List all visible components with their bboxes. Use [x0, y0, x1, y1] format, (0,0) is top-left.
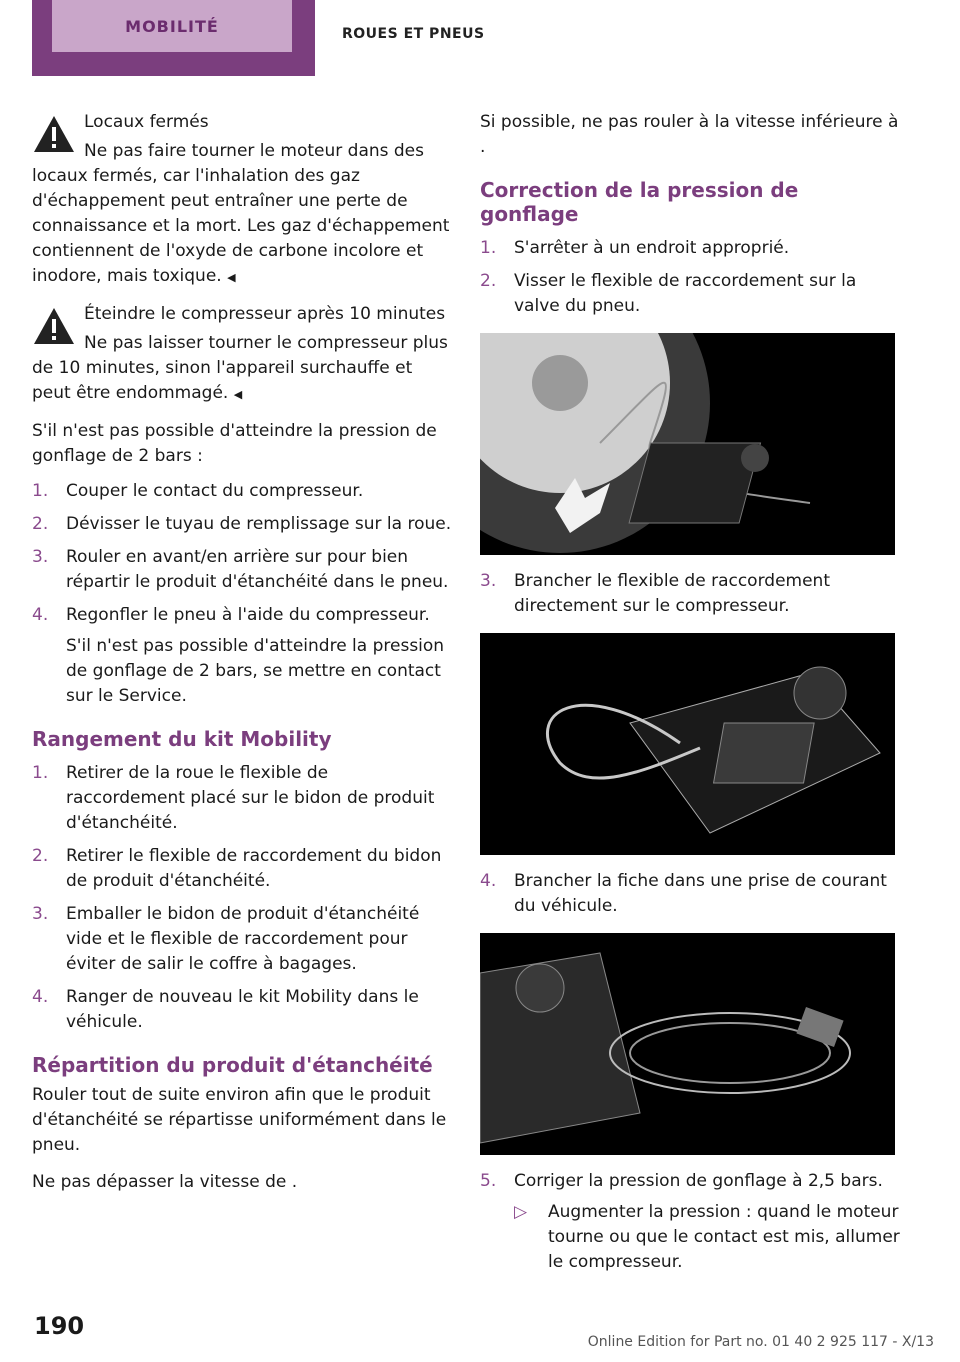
wheel-valve-image — [480, 333, 895, 555]
left-column — [32, 110, 452, 1195]
intro-paragraph: Si possible, ne pas rouler à la vitesse inférieure à . — [480, 112, 899, 157]
list-item: 4. Brancher la fiche dans une prise de courant du véhicule. — [480, 871, 887, 916]
heading-repartition: Répartition du produit d'étanchéité — [32, 1053, 433, 1077]
list-item: 1. Retirer de la roue le flexible de raccordement placé sur le bidon de produit d'étanchéité. — [32, 763, 435, 833]
warning-icon — [32, 306, 76, 346]
list-item: 3. Brancher le flexible de raccordement directement sur le compresseur. — [480, 571, 830, 616]
list-item: 1. Couper le contact du compresseur. — [32, 481, 364, 501]
warning-icon — [32, 114, 76, 154]
steps-list — [32, 479, 452, 709]
warning-text: Ne pas laisser tourner le compresseur plus de 10 minutes, sinon l'appareil surchauffe et peut être endommagé. ◀ — [32, 333, 448, 403]
footer-edition: Online Edition for Part no. 01 40 2 925 117 - X/13 — [587, 1334, 934, 1350]
list-item: 2. Visser le flexible de raccordement sur la valve du pneu. — [480, 271, 857, 316]
step-note: S'il n'est pas possible d'atteindre la pression de gonflage de 2 bars, se mettre en contact sur le Service. — [66, 636, 445, 706]
steps-list — [480, 236, 900, 319]
repartition-paragraph: Rouler tout de suite environ afin que le produit d'étanchéité se répartisse uniformément dans le pneu. — [32, 1085, 447, 1155]
triangle-bullet-icon: ▷ — [514, 1202, 528, 1222]
list-item: 1. S'arrêter à un endroit approprié. — [480, 238, 790, 258]
list-item: 4. Regonfler le pneu à l'aide du compresseur. S'il n'est pas possible d'atteindre la pression de gonflage de 2 bars, se mettre en contact sur le Service. — [32, 603, 452, 709]
step-3-list — [480, 569, 900, 619]
section-title: ROUES ET PNEUS — [342, 26, 485, 42]
step-4-list — [480, 869, 900, 919]
list-item: 3. Rouler en avant/en arrière sur pour bien répartir le produit d'étanchéité dans le pneu. — [32, 547, 449, 592]
list-item: 3. Emballer le bidon de produit d'étanchéité vide et le flexible de raccordement pour éviter de salir le coffre à bagages. — [32, 904, 420, 974]
heading-rangement: Rangement du kit Mobility — [32, 727, 332, 751]
end-mark-icon: ◀ — [233, 388, 243, 401]
list-item: 5. Corriger la pression de gonflage à 2,5 bars. ▷ Augmenter la pression : quand le moteur tourne ou que le contact est mis, allumer le compresseur. — [480, 1169, 900, 1275]
intro-paragraph: S'il n'est pas possible d'atteindre la pression de gonflage de 2 bars : — [32, 421, 437, 466]
speed-paragraph: Ne pas dépasser la vitesse de . — [32, 1172, 298, 1192]
end-mark-icon: ◀ — [227, 271, 236, 284]
warning-compressor — [32, 302, 452, 407]
chapter-tab-label-box — [52, 0, 292, 52]
chapter-title: MOBILITÉ — [125, 16, 219, 36]
warning-text: Ne pas faire tourner le moteur dans des locaux fermés, car l'inhalation des gaz d'échappement peut entraîner une perte de connaissance et la mort. Les gaz d'échappement contiennent de l'oxyde de carbone incolore et inodore, mais toxique. ◀ — [32, 141, 450, 286]
list-item: 2. Retirer le flexible de raccordement du bidon de produit d'étanchéité. — [32, 846, 442, 891]
rangement-list — [32, 761, 452, 1035]
step-5-list — [480, 1169, 900, 1275]
plug-cable-image — [480, 933, 895, 1155]
sub-bullet: ▷ Augmenter la pression : quand le moteur tourne ou que le contact est mis, allumer le compresseur. — [514, 1202, 900, 1272]
warning-closed-rooms — [32, 110, 452, 290]
compressor-hose-image — [480, 633, 895, 855]
heading-correction: Correction de la pression de gonflage — [480, 178, 799, 226]
page-number: 190 — [34, 1312, 85, 1340]
list-item: 4. Ranger de nouveau le kit Mobility dans le véhicule. — [32, 987, 419, 1032]
list-item: 2. Dévisser le tuyau de remplissage sur la roue. — [32, 514, 452, 534]
warning-title: Éteindre le compresseur après 10 minutes — [84, 304, 446, 324]
right-column — [480, 110, 900, 1283]
warning-title: Locaux fermés — [84, 112, 209, 132]
chapter-tab — [32, 0, 315, 76]
